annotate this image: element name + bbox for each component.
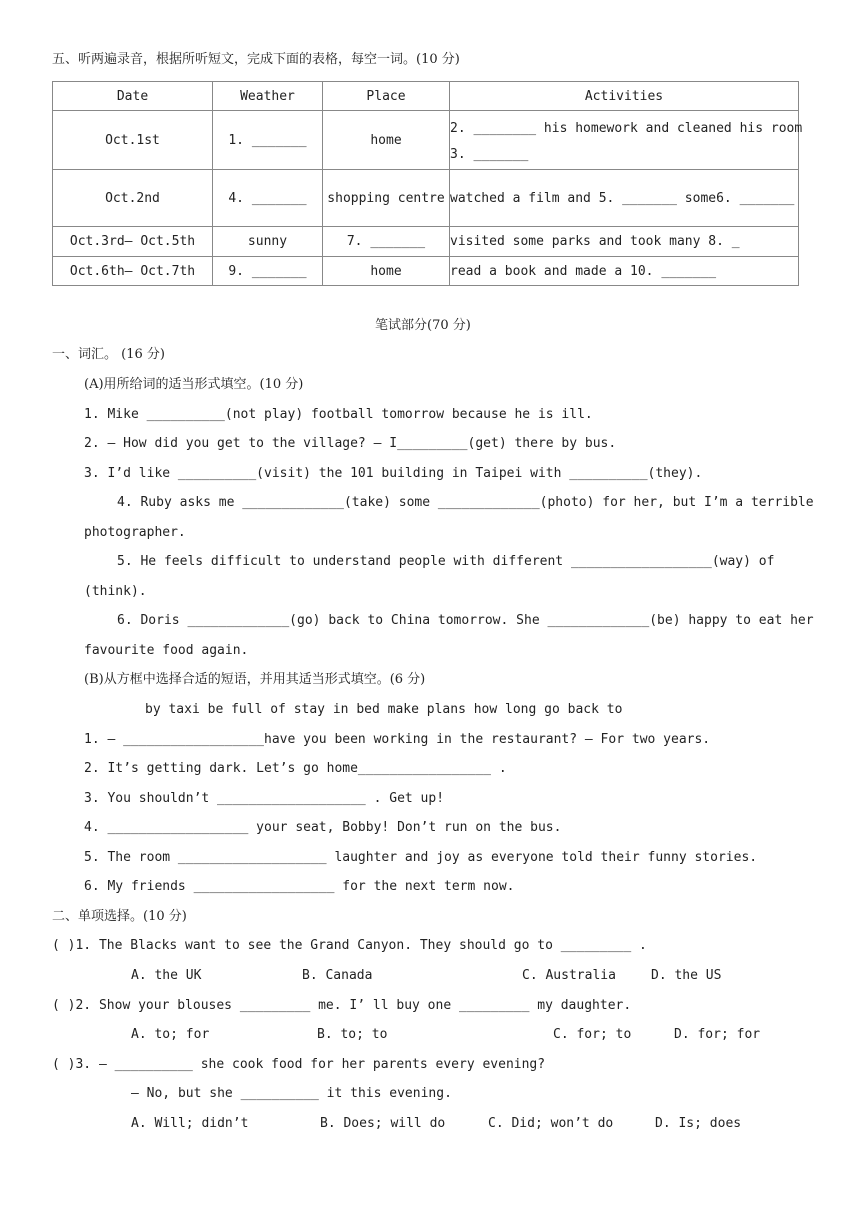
mc-2-option-c: C. for; to bbox=[553, 1027, 632, 1042]
written-title: 笔试部分(70 分) bbox=[375, 318, 471, 333]
mc-question-2: ( )2. Show your blouses _________ me. I’ ll buy one _________ my daughter. bbox=[52, 998, 632, 1013]
header-activities: Activities bbox=[450, 82, 799, 111]
partA-item-1: 1. Mike __________(not play) football tomorrow because he is ill. bbox=[84, 407, 593, 422]
activity-line: 2. ________ his homework and cleaned his room bbox=[450, 121, 803, 136]
phrase-box: by taxi be full of stay in bed make plans how long go back to bbox=[145, 702, 623, 717]
partA-item-4: 4. Ruby asks me _____________(take) some _____________(photo) for her, but I’m a terrible bbox=[117, 495, 814, 510]
cell-place: shopping centre bbox=[323, 170, 450, 227]
mc-1-option-a: A. the UK bbox=[131, 968, 202, 983]
partA-heading: (A)用所给词的适当形式填空。(10 分) bbox=[84, 377, 304, 392]
partB-item-6: 6. My friends __________________ for the next term now. bbox=[84, 879, 515, 894]
cell-date: Oct.2nd bbox=[53, 170, 213, 227]
header-weather: Weather bbox=[213, 82, 323, 111]
mc-3-option-b: B. Does; will do bbox=[320, 1116, 446, 1131]
table-row bbox=[53, 227, 799, 257]
cell-weather: 1. _______ bbox=[213, 111, 323, 170]
table-header-row bbox=[53, 82, 799, 111]
partA-item-4-cont: photographer. bbox=[84, 525, 186, 540]
cell-activities: read a book and made a 10. _______ bbox=[450, 257, 799, 286]
activity-line: 3. _______ bbox=[450, 147, 529, 162]
partB-item-3: 3. You shouldn’t ___________________ . Get up! bbox=[84, 791, 445, 806]
cell-activities bbox=[450, 111, 803, 170]
partB-item-4: 4. __________________ your seat, Bobby! Don’t run on the bus. bbox=[84, 820, 562, 835]
partA-item-6-cont: favourite food again. bbox=[84, 643, 249, 658]
partA-item-2: 2. — How did you get to the village? — I_________(get) there by bus. bbox=[84, 436, 617, 451]
partA-item-6: 6. Doris _____________(go) back to China tomorrow. She _____________(be) happy to eat her bbox=[117, 613, 814, 628]
mc-2-option-d: D. for; for bbox=[674, 1027, 761, 1042]
mc-2-option-b: B. to; to bbox=[317, 1027, 388, 1042]
partB-item-2: 2. It’s getting dark. Let’s go home_________________ . bbox=[84, 761, 507, 776]
cell-date: Oct.6th— Oct.7th bbox=[53, 257, 213, 286]
cell-activities: watched a film and 5. _______ some6. _______ bbox=[450, 170, 799, 227]
mc-1-option-c: C. Australia bbox=[522, 968, 616, 983]
partA-item-5-cont: (think). bbox=[84, 584, 147, 599]
mc-question-3: ( )3. — __________ she cook food for her parents every evening? bbox=[52, 1057, 546, 1072]
cell-place: 7. _______ bbox=[323, 227, 450, 257]
partA-item-5: 5. He feels difficult to understand people with different __________________(way) of bbox=[117, 554, 775, 569]
cell-weather: sunny bbox=[213, 227, 323, 257]
listening-table bbox=[52, 81, 803, 286]
cell-date: Oct.3rd— Oct.5th bbox=[53, 227, 213, 257]
partA-item-3: 3. I’d like __________(visit) the 101 building in Taipei with __________(they). bbox=[84, 466, 703, 481]
mc-3-option-d: D. Is; does bbox=[655, 1116, 742, 1131]
mc-1-option-b: B. Canada bbox=[302, 968, 373, 983]
partB-heading: (B)从方框中选择合适的短语，并用其适当形式填空。(6 分) bbox=[84, 672, 426, 687]
header-date: Date bbox=[53, 82, 213, 111]
mc-question-3-response: — No, but she __________ it this evening. bbox=[131, 1086, 452, 1101]
mc-3-option-c: C. Did; won’t do bbox=[488, 1116, 614, 1131]
cell-date: Oct.1st bbox=[53, 111, 213, 170]
cell-weather: 4. _______ bbox=[213, 170, 323, 227]
cell-activities: visited some parks and took many 8. _ bbox=[450, 227, 799, 257]
partB-item-5: 5. The room ___________________ laughter and joy as everyone told their funny stories. bbox=[84, 850, 758, 865]
table-row bbox=[53, 257, 799, 286]
table-row bbox=[53, 170, 799, 227]
table-row bbox=[53, 111, 799, 170]
mc-3-option-a: A. Will; didn’t bbox=[131, 1116, 249, 1131]
vocab-heading: 一、词汇。 (16 分) bbox=[52, 347, 165, 362]
cell-weather: 9. _______ bbox=[213, 257, 323, 286]
mc-2-option-a: A. to; for bbox=[131, 1027, 210, 1042]
partB-item-1: 1. — __________________have you been working in the restaurant? — For two years. bbox=[84, 732, 711, 747]
cell-place: home bbox=[323, 111, 450, 170]
mc-heading: 二、单项选择。(10 分) bbox=[52, 909, 187, 924]
cell-place: home bbox=[323, 257, 450, 286]
header-place: Place bbox=[323, 82, 450, 111]
listening-heading: 五、听两遍录音，根据所听短文，完成下面的表格，每空一词。(10 分) bbox=[52, 52, 460, 67]
mc-question-1: ( )1. The Blacks want to see the Grand Canyon. They should go to _________ . bbox=[52, 938, 647, 953]
mc-1-option-d: D. the US bbox=[651, 968, 722, 983]
